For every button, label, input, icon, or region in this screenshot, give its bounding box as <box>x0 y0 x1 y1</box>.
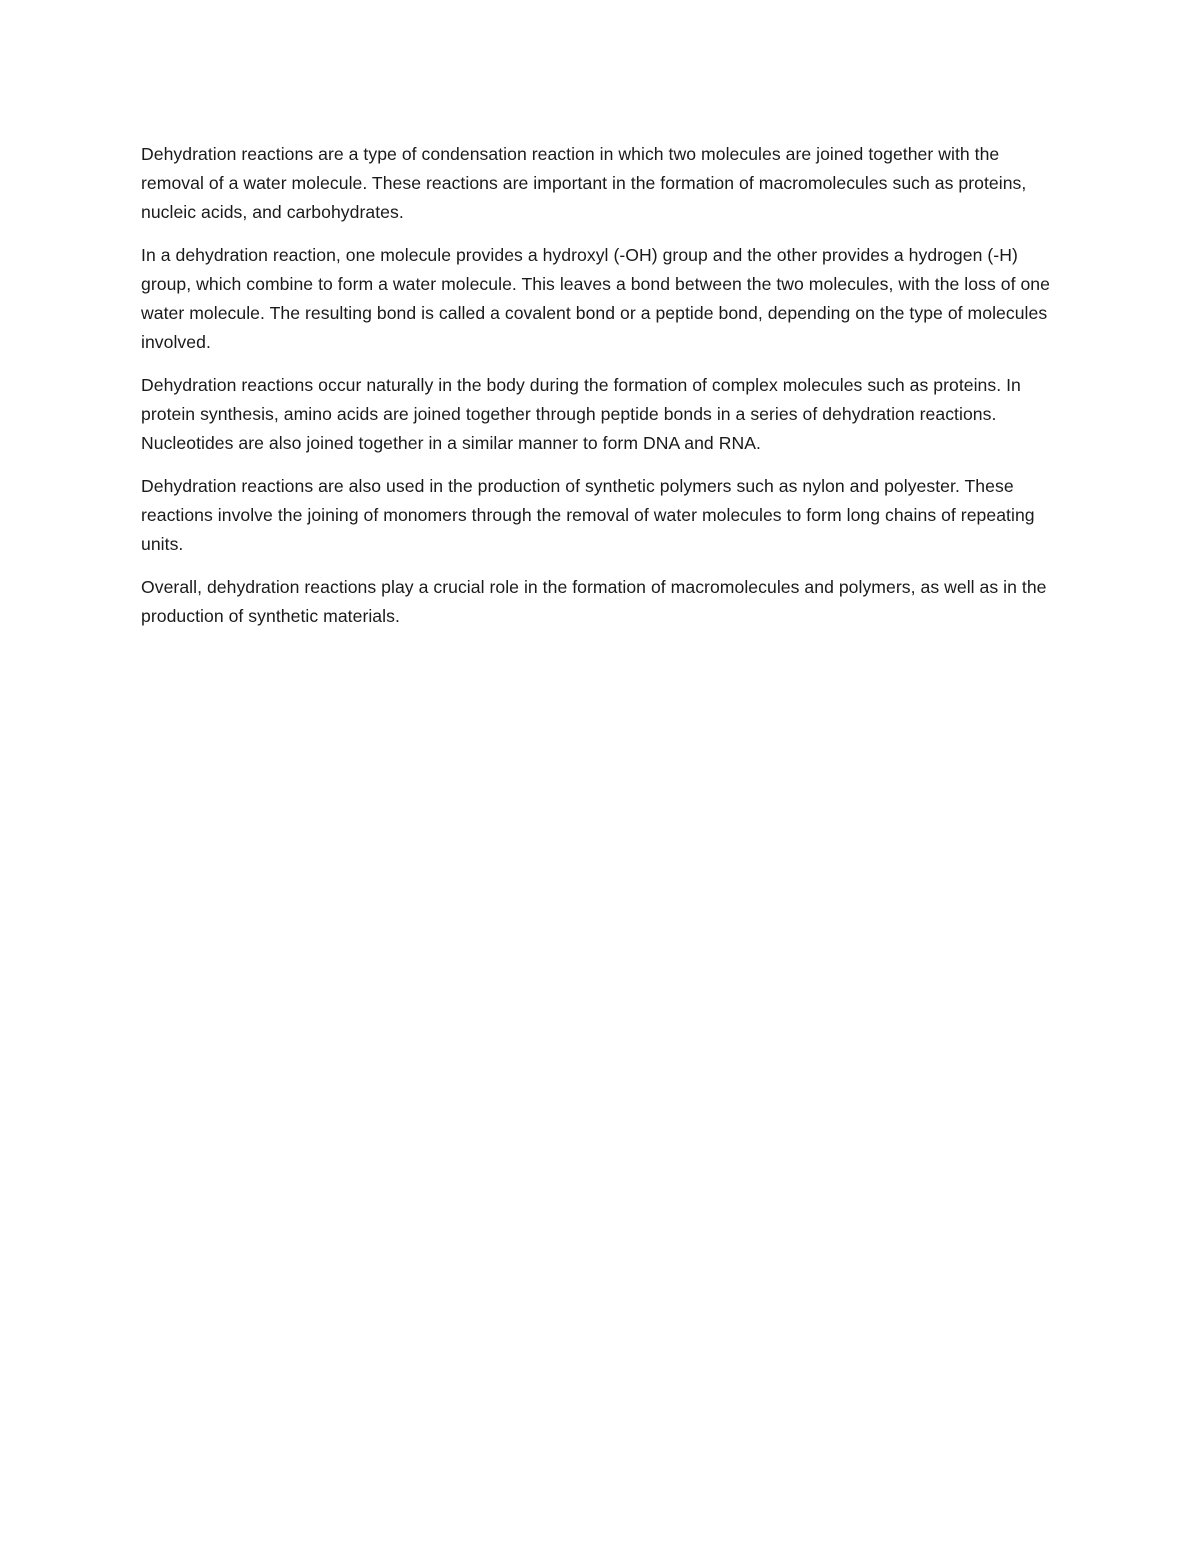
document-body <box>141 140 1061 645</box>
paragraph-biology: Dehydration reactions occur naturally in the body during the formation of complex molecules such as proteins. In protein synthesis, amino acids are joined together through peptide bonds in a series of dehydration reactions. Nucleotides are also joined together in a similar manner to form DNA and RNA. <box>141 375 1021 453</box>
paragraph-synthetic-polymers: Dehydration reactions are also used in the production of synthetic polymers such as nylon and polyester. These reactions involve the joining of monomers through the removal of water molecules to form long chains of repeating units. <box>141 476 1035 554</box>
paragraph-conclusion: Overall, dehydration reactions play a crucial role in the formation of macromolecules and polymers, as well as in the production of synthetic materials. <box>141 577 1047 626</box>
paragraph-mechanism: In a dehydration reaction, one molecule provides a hydroxyl (-OH) group and the other provides a hydrogen (-H) group, which combine to form a water molecule. This leaves a bond between the two molecules, with the loss of one water molecule. The resulting bond is called a covalent bond or a peptide bond, depending on the type of molecules involved. <box>141 245 1050 352</box>
paragraph-intro: Dehydration reactions are a type of condensation reaction in which two molecules are joined together with the removal of a water molecule. These reactions are important in the formation of macromolecules such as proteins, nucleic acids, and carbohydrates. <box>141 144 1027 222</box>
